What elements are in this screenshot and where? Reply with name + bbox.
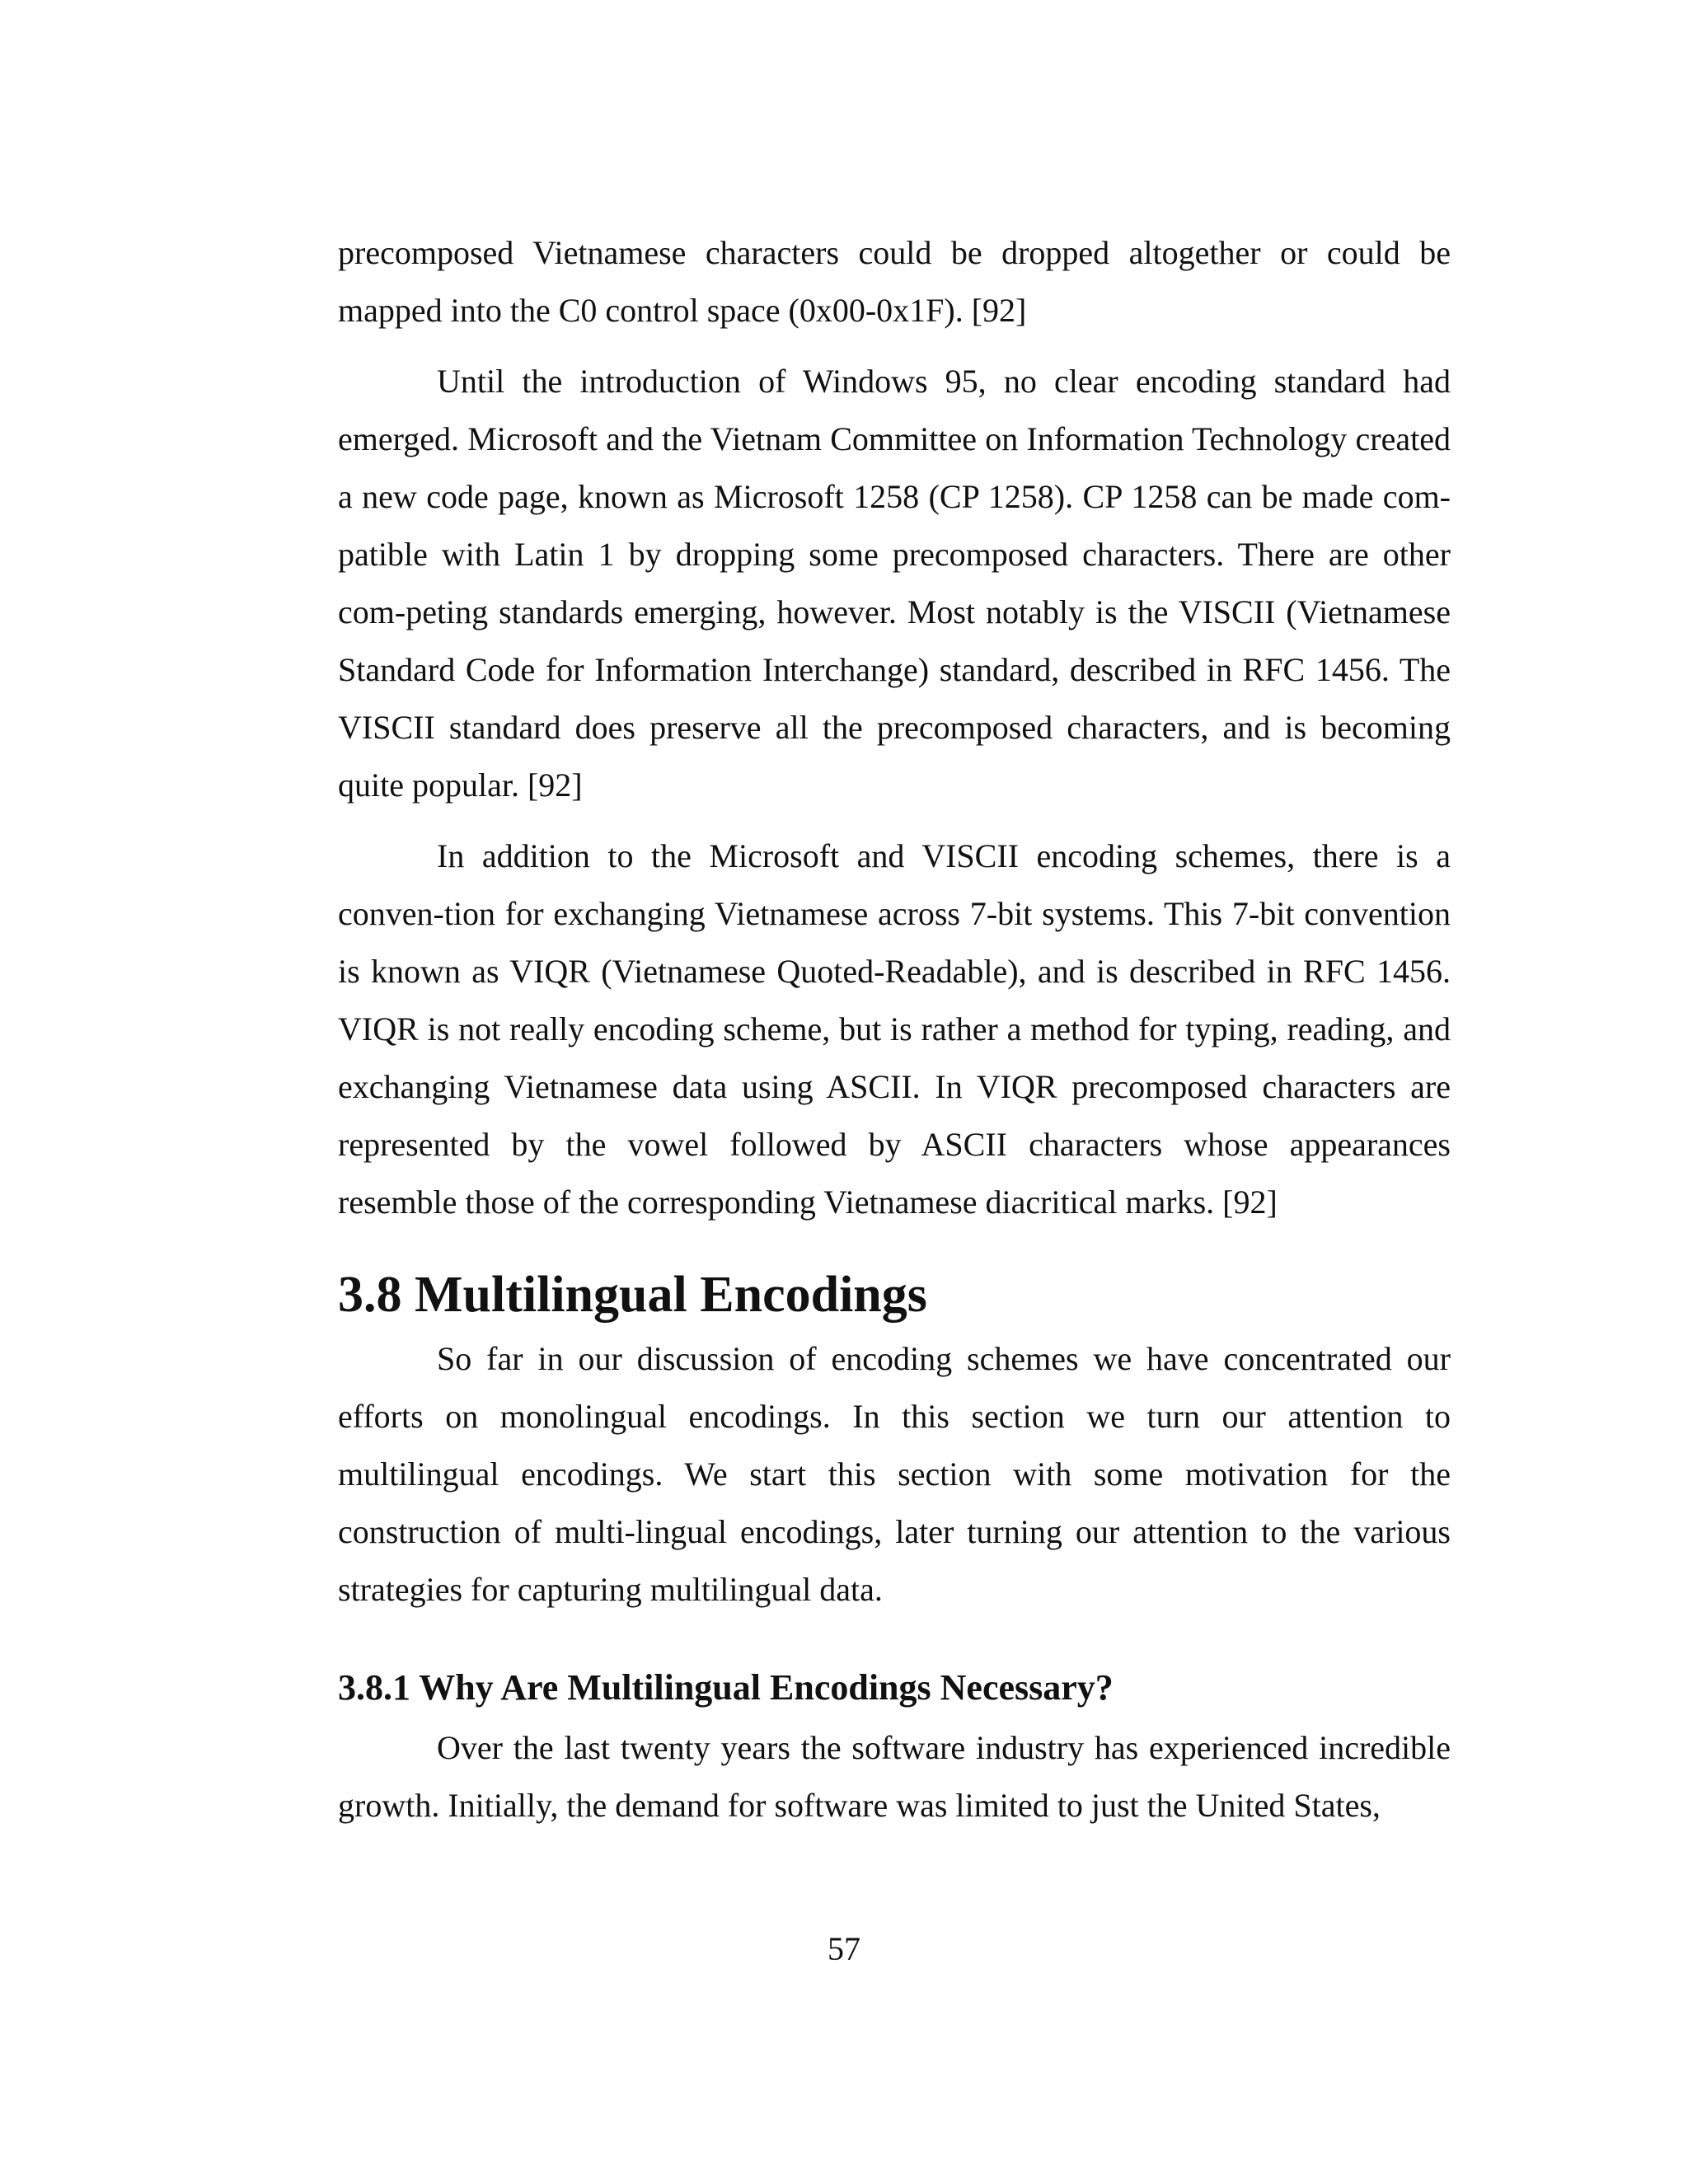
section-heading: 3.8 Multilingual Encodings (338, 1267, 927, 1323)
body-paragraph: Until the introduction of Windows 95, no clear encoding standard had emerged. Microsoft and the Vietnam Committee on Information Technology created a new code page, known as Microsoft 1258 (CP 1258). CP 1258 can be made com-patible with Latin 1 by dropping some precomposed characters. There are other com-peting standards emerging, however. Most notably is the VISCII (Vietnamese Standard Code for Information Interchange) standard, described in RFC 1456. The VISCII standard does preserve all the precomposed characters, and is becoming quite popular. [92] (338, 363, 1451, 804)
body-paragraph: In addition to the Microsoft and VISCII encoding schemes, there is a conven-tion for exchanging Vietnamese across 7-bit systems. This 7-bit convention is known as VIQR (Vietnamese Quoted-Readable), and is described in RFC 1456. VIQR is not really encoding scheme, but is rather a method for typing, reading, and exchanging Vietnamese data using ASCII. In VIQR precomposed characters are represented by the vowel followed by ASCII characters whose appearances resemble those of the corresponding Vietnamese diacritical marks. [92] (338, 837, 1451, 1221)
body-paragraph: precomposed Vietnamese characters could be dropped altogether or could be mapped into the C0 control space (0x00-0x1F). [92] (338, 234, 1451, 329)
page-body (338, 224, 1451, 1848)
page-number: 57 (828, 1930, 860, 1967)
body-paragraph: Over the last twenty years the software industry has experienced incredible growth. Initially, the demand for software was limited to just the United States, (338, 1729, 1451, 1824)
body-paragraph: So far in our discussion of encoding schemes we have concentrated our efforts on monolingual encodings. In this section we turn our attention to multilingual encodings. We start this section with some motivation for the construction of multi-lingual encodings, later turning our attention to the various strategies for capturing multilingual data. (338, 1340, 1451, 1608)
subsection-heading: 3.8.1 Why Are Multilingual Encodings Necessary? (338, 1667, 1114, 1708)
